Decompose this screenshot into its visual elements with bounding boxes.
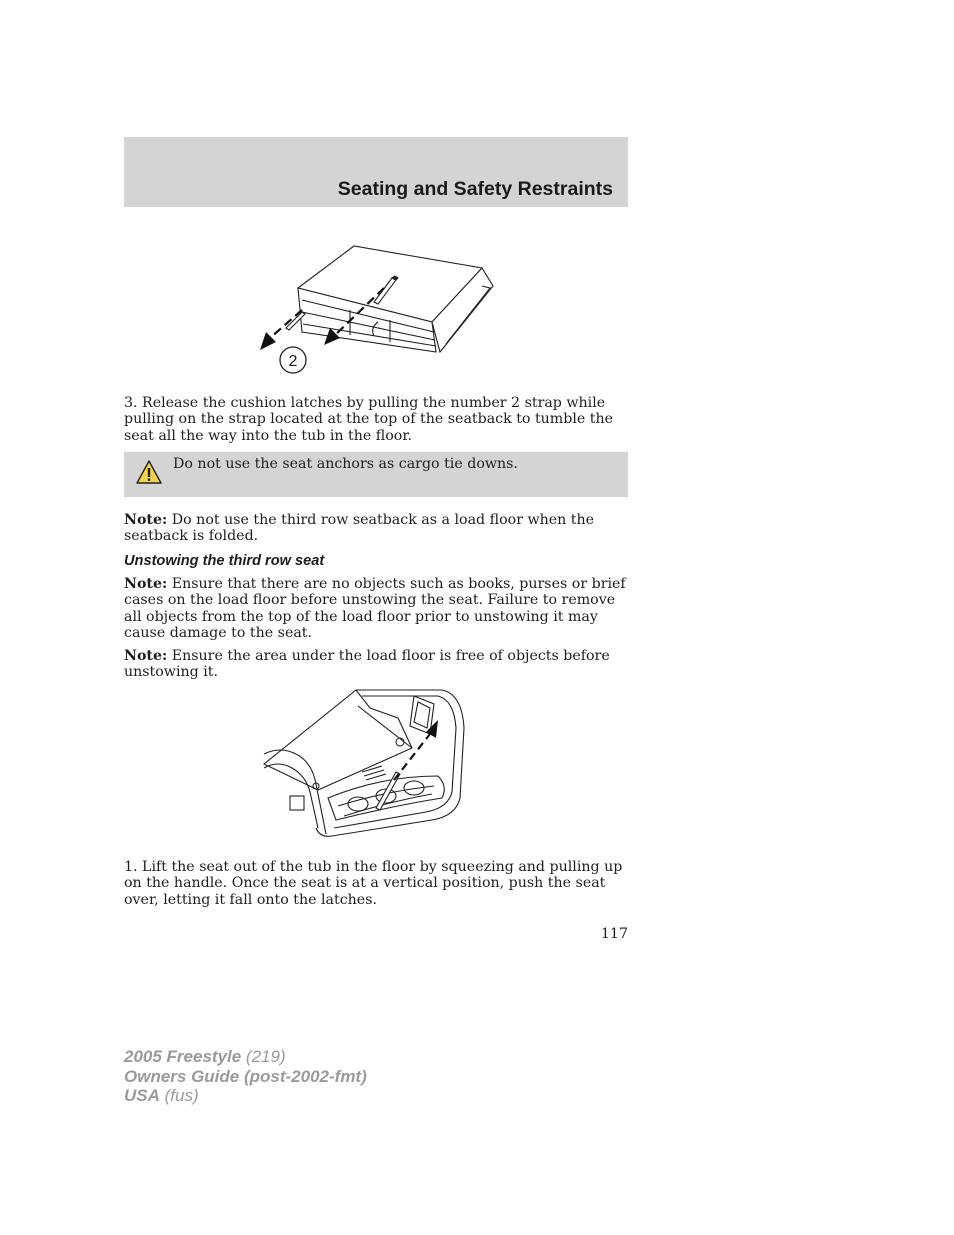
seat-folded-illustration bbox=[250, 240, 500, 380]
step-3-text: 3. Release the cushion latches by pulling the number 2 strap while pulling on the strap located at the top of the seatback to tumble the seat all the way into the tub in the floor. bbox=[124, 395, 614, 444]
note-text: Do not use the third row seatback as a load floor when the seatback is folded. bbox=[124, 512, 595, 545]
section-heading: Unstowing the third row seat bbox=[124, 553, 325, 569]
footer-model-code: (219) bbox=[241, 1047, 286, 1066]
note-objects-on-floor bbox=[124, 576, 630, 641]
callout-number: 2 bbox=[288, 353, 298, 370]
section-title: Seating and Safety Restraints bbox=[337, 178, 613, 200]
footer-guide: Owners Guide (post-2002-fmt) bbox=[124, 1066, 367, 1086]
note-load-floor bbox=[124, 512, 630, 545]
note-label: Note: bbox=[124, 512, 168, 528]
footer-market-code: (fus) bbox=[159, 1086, 199, 1105]
note-text: Ensure the area under the load floor is free of objects before unstowing it. bbox=[124, 648, 610, 681]
section-header-band bbox=[124, 137, 628, 207]
step-1-text: 1. Lift the seat out of the tub in the floor by squeezing and pulling up on the handle. Once the seat is at a vertical position, push the seat over, letting it fall onto the latches. bbox=[124, 859, 623, 908]
note-area-under-floor bbox=[124, 648, 630, 681]
page-number: 117 bbox=[600, 926, 628, 942]
warning-triangle-icon bbox=[136, 459, 162, 489]
footer-market: USA bbox=[124, 1086, 160, 1105]
note-text: Ensure that there are no objects such as books, purses or brief cases on the load floor before unstowing the seat. Failure to remove all objects from the top of the load floor prior to unstowing it may cause damage to the seat. bbox=[124, 576, 626, 641]
seat-in-tub-illustration bbox=[262, 688, 468, 850]
footer-model: 2005 Freestyle bbox=[124, 1047, 242, 1066]
warning-text: Do not use the seat anchors as cargo tie downs. bbox=[173, 456, 518, 472]
note-label: Note: bbox=[124, 576, 168, 592]
warning-box bbox=[124, 452, 628, 497]
document-footer bbox=[124, 1047, 367, 1106]
note-label: Note: bbox=[124, 648, 168, 664]
